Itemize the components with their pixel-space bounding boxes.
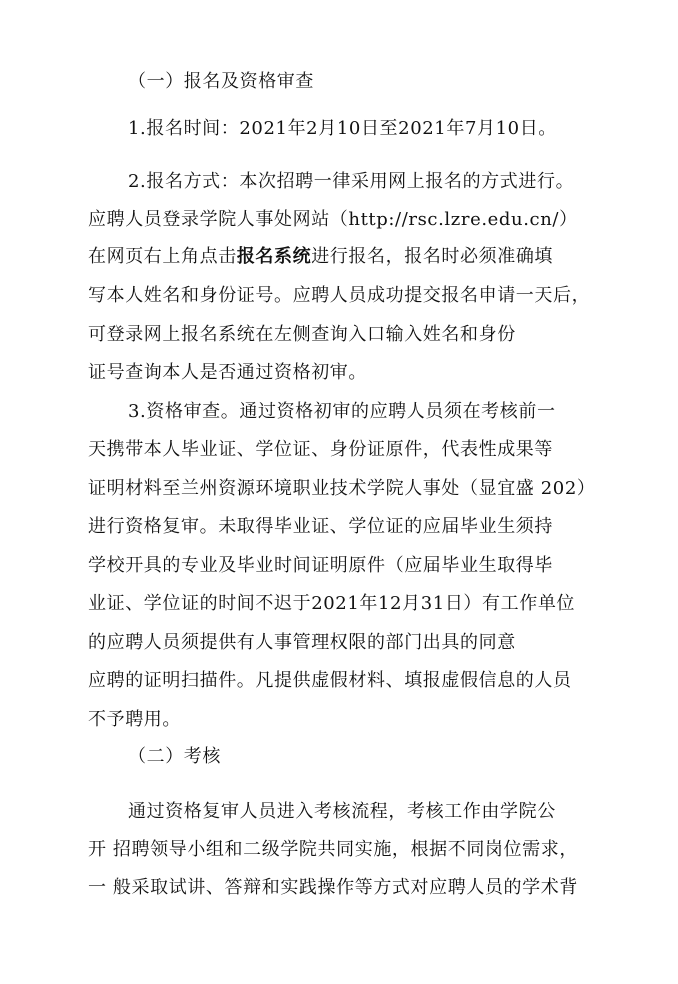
section1-heading: （一）报名及资格审查 — [128, 71, 314, 92]
registration-time: 1.报名时间：2021年2月10日至2021年7月10日。 — [128, 118, 557, 139]
registration-system-emphasis: 报名系统 — [236, 246, 312, 267]
registration-method-line-1: 2.报名方式：本次招聘一律采用网上报名的方式进行。 — [128, 171, 575, 192]
registration-method-line-5: 可登录网上报名系统在左侧查询入口输入姓名和身份 — [88, 324, 516, 345]
text-segment: 在网页右上角点击 — [88, 246, 237, 267]
registration-method-line-4: 写本人姓名和身份证号。应聘人员成功提交报名申请一天后， — [88, 285, 591, 306]
registration-method-line-3 — [88, 245, 553, 269]
qualification-review-line-8: 应聘的证明扫描件。凡提供虚假材料、填报虚假信息的人员 — [88, 670, 572, 691]
assessment-line-1: 通过资格复审人员进入考核流程，考核工作由学院公 — [128, 801, 556, 822]
qualification-review-line-9: 不予聘用。 — [88, 709, 181, 730]
qualification-review-line-5: 学校开具的专业及毕业时间证明原件（应届毕业生取得毕 — [88, 555, 553, 576]
text-segment: 进行报名，报名时必须准确填 — [311, 246, 554, 267]
qualification-review-line-3: 证明材料至兰州资源环境职业技术学院人事处（显宜盛 202） — [88, 478, 596, 499]
qualification-review-line-1: 3.资格审查。通过资格初审的应聘人员须在考核前一 — [128, 401, 556, 422]
assessment-line-3: 一 般采取试讲、答辩和实践操作等方式对应聘人员的学术背 — [88, 877, 578, 898]
qualification-review-line-2: 天携带本人毕业证、学位证、身份证原件，代表性成果等 — [88, 439, 553, 460]
qualification-review-line-7: 的应聘人员须提供有人事管理权限的部门出具的同意 — [88, 632, 516, 653]
assessment-line-2: 开 招聘领导小组和二级学院共同实施，根据不同岗位需求， — [88, 839, 578, 860]
registration-method-line-6: 证号查询本人是否通过资格初审。 — [88, 362, 367, 383]
qualification-review-line-4: 进行资格复审。未取得毕业证、学位证的应届毕业生须持 — [88, 516, 553, 537]
qualification-review-line-6: 业证、学位证的时间不迟于2021年12月31日）有工作单位 — [88, 593, 576, 614]
registration-method-line-2: 应聘人员登录学院人事处网站（http://rsc.lzre.edu.cn/） — [88, 209, 578, 230]
section2-heading: （二）考核 — [128, 746, 221, 767]
